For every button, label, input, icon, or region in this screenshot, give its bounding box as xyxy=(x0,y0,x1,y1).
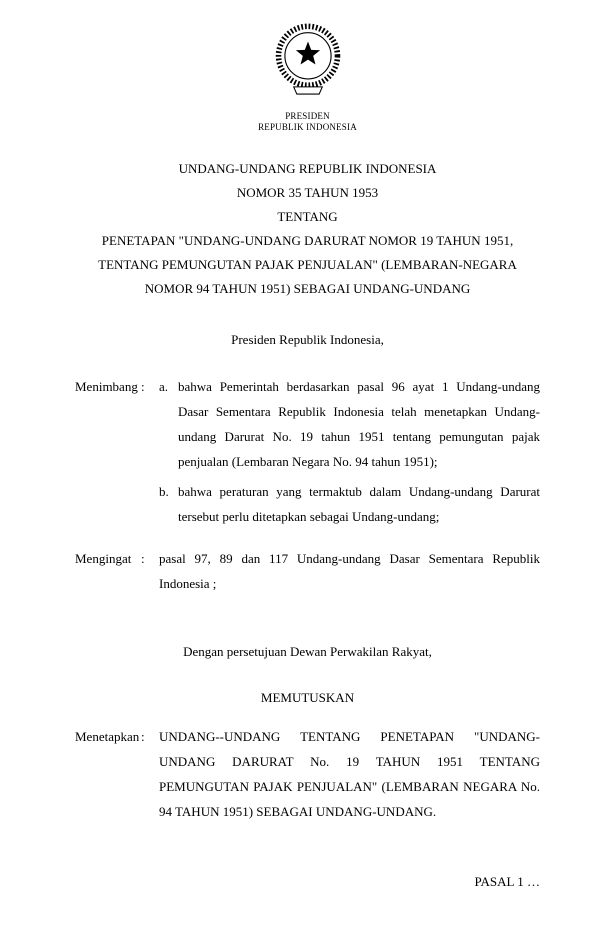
seal-caption-presiden: PRESIDEN xyxy=(285,111,330,121)
opening-line: Presiden Republik Indonesia, xyxy=(231,332,384,347)
item-marker: a. xyxy=(159,379,169,394)
title-line-2: NOMOR 35 TAHUN 1953 xyxy=(236,185,379,200)
presidential-seal-icon xyxy=(268,20,348,106)
clause-menetapkan-colon: : xyxy=(141,729,145,744)
clause-mengingat xyxy=(75,546,540,596)
clause-menimbang-items xyxy=(159,374,540,529)
title-line-6: NOMOR 94 TAHUN 1951) SEBAGAI UNDANG-UNDANG xyxy=(144,281,471,296)
title-line-5: TENTANG PEMUNGUTAN PAJAK PENJUALAN" (LEMBARAN-NEGARA xyxy=(98,257,517,272)
item-text: bahwa Pemerintah berdasarkan pasal 96 ayat 1 Undang-undang Dasar Sementara Republik Indonesia telah menetapkan Undang-undang Darurat No. 19 tahun 1951 tentang pemungutan pajak penjualan (Lembaran Negara No. 94 tahun 1951); xyxy=(178,379,540,469)
title-line-4: PENETAPAN "UNDANG-UNDANG DARURAT NOMOR 19 TAHUN 1951, xyxy=(101,233,514,248)
clause-menetapkan-label: Menetapkan xyxy=(75,729,140,744)
memutuskan-heading: MEMUTUSKAN xyxy=(260,690,355,705)
page-continuation-marker: PASAL 1 … xyxy=(474,874,540,889)
title-line-1: UNDANG-UNDANG REPUBLIK INDONESIA xyxy=(178,161,437,176)
clause-menetapkan-text: UNDANG--UNDANG TENTANG PENETAPAN "UNDANG-UNDANG DARURAT No. 19 TAHUN 1951 TENTANG PEMUNGUTAN PAJAK PENJUALAN" (LEMBARAN NEGARA No. 94 TAHUN 1951) SEBAGAI UNDANG-UNDANG. xyxy=(159,729,540,819)
document-title xyxy=(75,157,540,301)
seal-block xyxy=(75,20,540,133)
clause-menimbang-label: Menimbang xyxy=(75,379,138,394)
clause-menetapkan xyxy=(75,724,540,824)
clause-menimbang xyxy=(75,374,540,529)
list-item xyxy=(159,479,540,529)
clause-mengingat-label: Mengingat xyxy=(75,551,132,566)
agreement-line: Dengan persetujuan Dewan Perwakilan Rakyat, xyxy=(183,644,432,659)
title-line-3: TENTANG xyxy=(277,209,338,224)
seal-caption-republik-indonesia: REPUBLIK INDONESIA xyxy=(258,122,357,132)
item-text: bahwa peraturan yang termaktub dalam Undang-undang Darurat tersebut perlu ditetapkan sebagai Undang-undang; xyxy=(178,484,540,524)
list-item xyxy=(159,374,540,474)
clause-menimbang-colon: : xyxy=(141,379,145,394)
clause-mengingat-colon: : xyxy=(141,551,145,566)
clause-mengingat-text: pasal 97, 89 dan 117 Undang-undang Dasar Sementara Republik Indonesia ; xyxy=(159,551,540,591)
item-marker: b. xyxy=(159,484,169,499)
